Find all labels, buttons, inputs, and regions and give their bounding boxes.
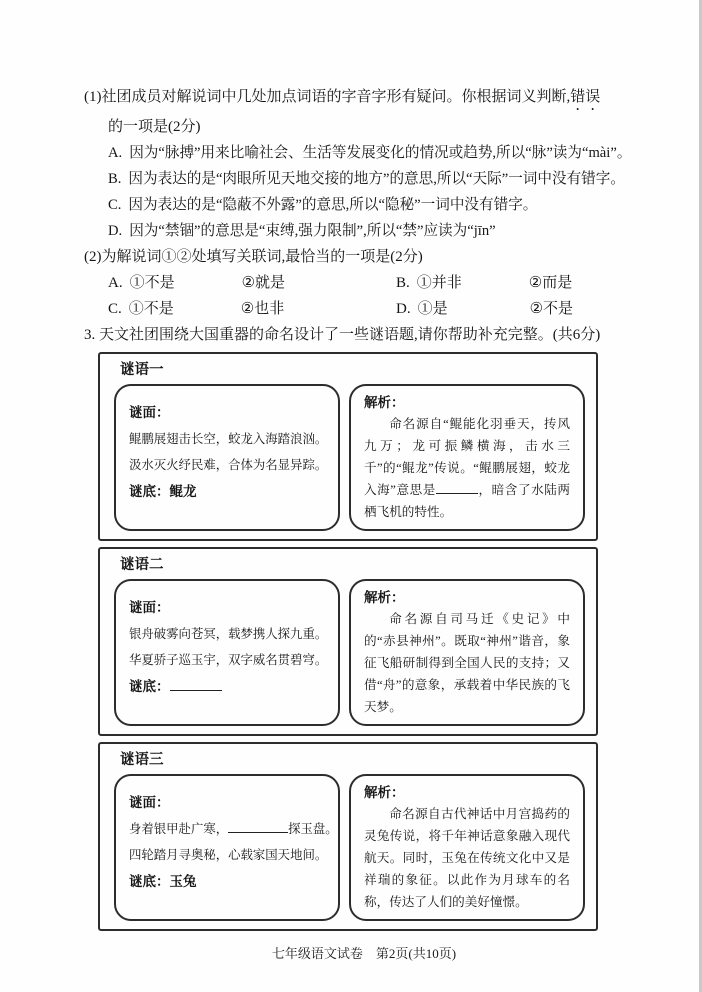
option-label: D. <box>108 223 123 239</box>
riddle-3-analysis-text: 命名源自古代神话中月宫捣药的灵兔传说，将千年神话意象融入现代航天。同时，玉兔在传统文化中又是祥瑞的象征。以此作为月球车的名称，传达了人们的美好憧憬。 <box>364 807 570 909</box>
riddle-1-analysis-text <box>364 413 570 523</box>
emphasized-word: 错误 <box>570 89 601 105</box>
face-label: 谜面： <box>129 795 170 810</box>
question-2-option-c <box>108 296 396 322</box>
question-2-option-a <box>108 270 396 296</box>
option-label: B. <box>396 275 410 291</box>
riddle-3-verse-1 <box>129 816 338 842</box>
option-label: B. <box>108 171 122 187</box>
riddle-3-title: 谜语三 <box>120 752 164 768</box>
answer-label: 谜底： <box>129 484 170 499</box>
answer-value: 鲲龙 <box>169 484 197 499</box>
question-3 <box>84 322 644 931</box>
riddle-2-title: 谜语二 <box>120 557 164 573</box>
fill-in-blank-line <box>170 677 222 691</box>
question-2-stem: (2)为解说词①②处填写关联词,最恰当的一项是(2分) <box>84 249 423 265</box>
question-1-stem-text: (1)社团成员对解说词中几处加点词语的字音字形有疑问。你根据词义判断, <box>84 89 571 105</box>
answer-value: 玉兔 <box>169 874 197 889</box>
option-part-2: ②而是 <box>528 275 573 291</box>
verse-segment: 探玉盘。 <box>288 822 338 836</box>
option-part-1: ①是 <box>417 301 448 317</box>
riddle-card-2 <box>98 547 598 736</box>
question-1-stem-continuation: 的一项是(2分) <box>108 119 201 135</box>
riddle-3-face-box <box>114 774 340 921</box>
option-text: 因为“脉搏”用来比喻社会、生活等发展变化的情况或趋势,所以“脉”读为“mài”。 <box>129 145 632 161</box>
riddle-2-verse-1: 银舟破雾向苍冥，载梦携人探九重。 <box>129 627 328 641</box>
question-1-option-b <box>84 166 644 192</box>
option-label: D. <box>396 301 411 317</box>
riddle-card-1 <box>98 352 598 541</box>
riddle-2-analysis-box <box>349 579 585 726</box>
riddle-2-analysis-text: 命名源自司马迁《史记》中的“赤县神州”。既取“神州”谐音，象征飞船研制得到全国人民的支持；又借“舟”的意象，承载着中华民族的飞天梦。 <box>364 612 570 714</box>
analysis-label: 解析： <box>364 785 405 800</box>
riddle-3-verse-2: 四轮踏月寻奥秘，心载家国天地间。 <box>129 848 328 862</box>
answer-label: 谜底： <box>129 679 170 694</box>
analysis-label: 解析： <box>364 395 405 410</box>
question-1 <box>84 84 644 244</box>
option-part-2: ②就是 <box>241 275 286 291</box>
analysis-segment: 命名源自“鲲能化羽垂天，抟风九万；龙可振鳞横海，击水三千”的“鲲龙”传说。“鲲鹏展翅，蛟龙入海”意思是 <box>364 417 570 497</box>
face-label: 谜面： <box>129 600 170 615</box>
option-text: 因为表达的是“隐蔽不外露”的意思,所以“隐秘”一词中没有错字。 <box>128 197 538 213</box>
option-part-2: ②也非 <box>240 301 285 317</box>
riddle-1-answer <box>129 479 328 505</box>
question-1-option-a <box>84 140 644 166</box>
option-part-1: ①不是 <box>129 275 175 291</box>
riddle-1-body <box>114 384 585 531</box>
riddle-1-face-box <box>114 384 340 531</box>
riddle-1-verse-1: 鲲鹏展翅击长空，蛟龙入海踏浪汹。 <box>129 432 328 446</box>
answer-label: 谜底： <box>129 874 170 889</box>
riddle-1-analysis-box <box>349 384 585 531</box>
option-label: C. <box>108 301 122 317</box>
question-2 <box>84 244 644 322</box>
fill-in-blank-line <box>228 820 288 833</box>
riddle-3-body <box>114 774 585 921</box>
question-1-option-c <box>84 192 644 218</box>
question-2-option-b <box>396 270 644 296</box>
option-part-2: ②不是 <box>529 301 574 317</box>
riddle-3-analysis-box <box>349 774 585 921</box>
riddle-2-verse-2: 华夏骄子巡玉宇，双字威名贯碧穹。 <box>129 653 328 667</box>
option-label: A. <box>108 145 123 161</box>
analysis-segment: ，暗含了水陆两栖飞机的特性。 <box>364 483 570 519</box>
face-label: 谜面： <box>129 405 170 420</box>
question-1-stem <box>84 84 644 114</box>
riddle-2-body <box>114 579 585 726</box>
riddle-3-answer <box>129 869 328 895</box>
option-text: 因为“禁锢”的意思是“束缚,强力限制”,所以“禁”应读为“jīn” <box>129 223 496 239</box>
riddle-2-face-box <box>114 579 340 726</box>
question-3-stem: 3. 天文社团围绕大国重器的命名设计了一些谜语题,请你帮助补充完整。(共6分) <box>84 327 601 343</box>
riddle-card-3 <box>98 742 598 931</box>
analysis-label: 解析： <box>364 590 405 605</box>
riddle-1-verse-2: 汲水灭火纾民难，合体为名显异踪。 <box>129 458 328 472</box>
page-footer: 七年级语文试卷 第2页(共10页) <box>271 946 457 961</box>
question-2-option-d <box>396 296 644 322</box>
riddle-1-title: 谜语一 <box>120 362 164 378</box>
verse-segment: 身着银甲赴广寒， <box>129 822 229 836</box>
question-2-options <box>84 270 644 322</box>
option-text: 因为表达的是“肉眼所见天地交接的地方”的意思,所以“天际”一词中没有错字。 <box>128 171 625 187</box>
question-1-option-d <box>84 218 644 244</box>
option-label: C. <box>108 197 122 213</box>
fill-in-blank-line <box>436 481 478 494</box>
option-label: A. <box>108 275 123 291</box>
riddle-2-answer <box>129 674 328 700</box>
option-part-1: ①不是 <box>128 301 174 317</box>
option-part-1: ①并非 <box>416 275 462 291</box>
